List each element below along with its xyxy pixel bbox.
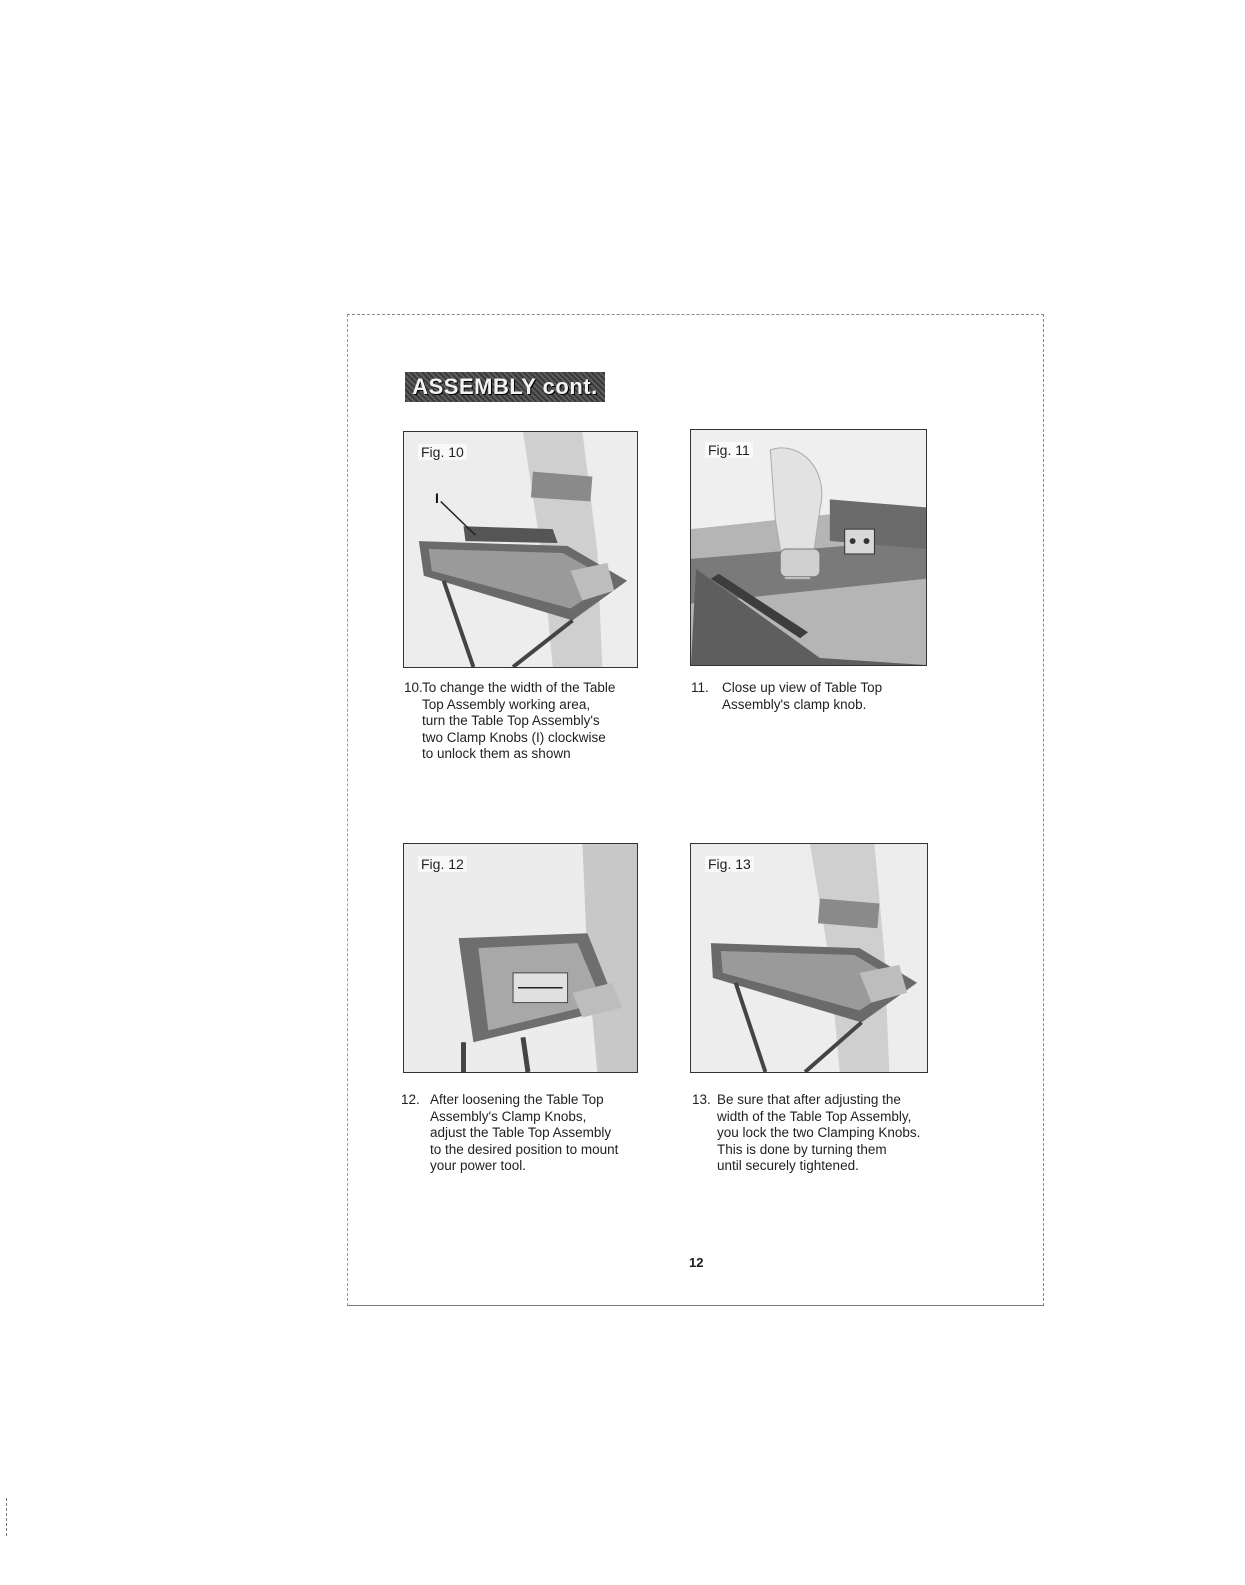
step-12 [401, 1092, 681, 1182]
section-title-banner: ASSEMBLY cont. [405, 372, 605, 402]
figure-11-illustration [691, 430, 926, 665]
figure-10-illustration [404, 432, 637, 667]
step-11-number: 11. [691, 680, 709, 695]
step-10-number: 10. [404, 680, 423, 695]
margin-mark [6, 1498, 8, 1536]
figure-12 [403, 843, 638, 1073]
step-13-text: Be sure that after adjusting the width of the Table Top Assembly, you lock the two Clamping Knobs. This is done by turning them until securely tightened. [717, 1092, 921, 1173]
step-10-text: To change the width of the Table Top Assembly working area, turn the Table Top Assembly's two Clamp Knobs (I) clockwise to unlock them as shown [422, 680, 616, 761]
figure-10 [403, 431, 638, 668]
figure-13-illustration [691, 844, 927, 1072]
step-12-text: After loosening the Table Top Assembly's Clamp Knobs, adjust the Table Top Assembly to the desired position to mount your power tool. [430, 1092, 619, 1173]
figure-13 [690, 843, 928, 1073]
step-12-number: 12. [401, 1092, 420, 1107]
figure-13-label: Fig. 13 [705, 856, 754, 872]
step-11-text: Close up view of Table Top Assembly's clamp knob. [722, 680, 883, 712]
step-11 [691, 680, 953, 720]
step-10 [404, 680, 666, 770]
figure-11 [690, 429, 927, 666]
figure-11-label: Fig. 11 [705, 442, 753, 458]
figure-10-callout-i: I [435, 490, 439, 506]
figure-10-label: Fig. 10 [418, 444, 467, 460]
figure-12-label: Fig. 12 [418, 856, 467, 872]
figure-12-illustration [404, 844, 637, 1072]
page-number: 12 [689, 1255, 704, 1270]
step-13 [692, 1092, 962, 1182]
step-13-number: 13. [692, 1092, 711, 1107]
